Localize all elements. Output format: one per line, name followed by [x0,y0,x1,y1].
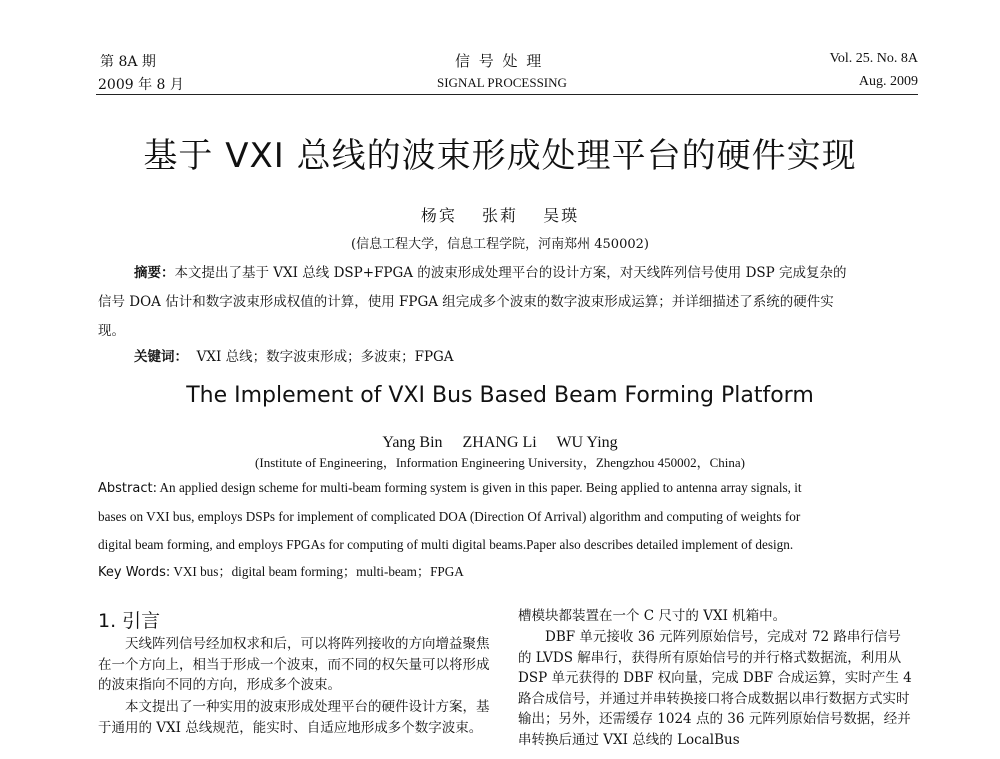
abstract-cn-line-3: 现。 [98,323,125,339]
issue-date: 2009 年 8 月 [98,77,184,93]
date-en: Aug. 2009 [858,74,918,89]
journal-name-cn: 信 号 处 理 [455,52,544,70]
abstract-en-line-1: Abstract: An applied design scheme for multi-beam forming system is given in this paper. Being applied to antenna array signals, it [98,480,802,496]
title-en: The Implement of VXI Bus Based Beam Forming Platform [186,383,814,408]
abstract-en-line-2: bases on VXI bus, employs DSPs for implement of complicated DOA (Direction Of Arrival) algorithm and computing of weights for [98,509,801,524]
abstract-cn-line-1: 摘要：本文提出了基于 VXI 总线 DSP+FPGA 的波束形成处理平台的设计方案，对天线阵列信号使用 DSP 完成复杂的 [134,265,847,281]
intro-paragraph-1: 天线阵列信号经加权求和后，可以将阵列接收的方向增益聚焦在一个方向上，相当于形成一个波束，而不同的权矢量可以将形成的波束指向不同的方向，形成多个波束。 [98,636,490,693]
right-column-paragraph-1: DBF 单元接收 36 元阵列原始信号，完成对 72 路串行信号的 LVDS 解串行，获得所有原始信号的并行格式数据流，利用从 DSP 单元获得的 DBF 权向量，完成 DBF 合成运算，实时产生 4 路合成信号，并通过并串转换接口将合成数据以串行数据方式实时输出；另外，还需缓存 1024 点的 36 元阵列原始信号数据，经并串转换后通过 VXI 总线的 LocalBus [518,629,912,748]
section-heading-introduction: 1. 引言 [98,610,161,632]
authors-en: Yang Bin ZHANG Li WU Ying [382,434,618,451]
volume-number: Vol. 25. No. 8A [829,51,918,66]
title-cn: 基于 VXI 总线的波束形成处理平台的硬件实现 [143,136,857,176]
keywords-cn: 关键词： VXI 总线；数字波束形成；多波束；FPGA [134,349,454,365]
intro-paragraph-2: 本文提出了一种实用的波束形成处理平台的硬件设计方案，基于通用的 VXI 总线规范，能实时、自适应地形成多个数字波束。 [98,699,490,736]
right-column-paragraph-0: 槽模块都装置在一个 C 尺寸的 VXI 机箱中。 [518,608,787,624]
issue-number: 第 8A 期 [100,54,156,70]
keywords-cn-label: 关键词： [134,349,188,365]
keywords-en: Key Words: VXI bus；digital beam forming；multi-beam；FPGA [98,564,464,580]
abstract-en-label: Abstract: [98,481,157,496]
abstract-cn-label: 摘要： [134,265,175,281]
header-rule [96,94,918,95]
abstract-cn-line-2: 信号 DOA 估计和数字波束形成权值的计算，使用 FPGA 组完成多个波束的数字波束形成运算；并详细描述了系统的硬件实 [98,294,834,310]
affiliation-en: (Institute of Engineering，Information Engineering University，Zhengzhou 450002，China) [255,455,745,470]
authors-cn: 杨宾 张莉 吴瑛 [420,206,580,225]
abstract-en-line-3: digital beam forming, and employs FPGAs for computing of multi digital beams.Paper also describes detailed implement of design. [98,537,794,552]
keywords-en-label: Key Words: [98,565,171,580]
affiliation-cn: (信息工程大学，信息工程学院，河南郑州 450002) [351,237,649,252]
journal-name-en: SIGNAL PROCESSING [437,75,567,90]
